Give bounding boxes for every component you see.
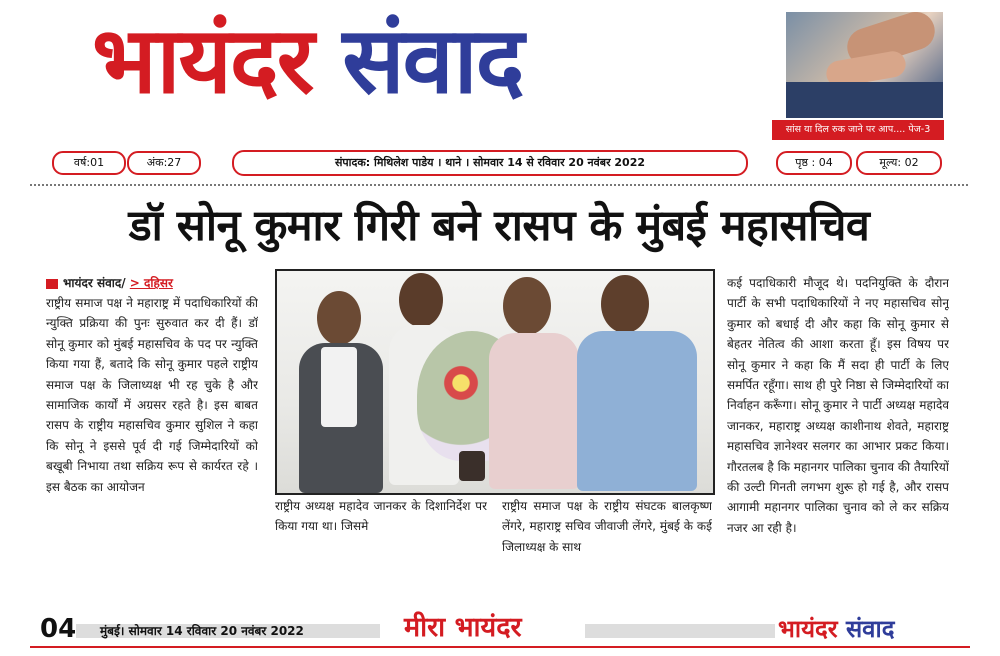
page-badge: पृष्ठ : 04 bbox=[776, 151, 852, 175]
footer-masthead-word-1: भायंदर bbox=[778, 615, 838, 643]
article-headline: डॉ सोनू कुमार गिरी बने रासप के मुंबई महासचिव bbox=[128, 201, 870, 251]
article-column-1: राष्ट्रीय समाज पक्ष ने महाराष्ट्र में पदाधिकारियों की न्युक्ति प्रक्रिया की पुनः सुरुवात कर दी हैं। डॉ सोनू कुमार को मुंबई महासचिव के पद पर न्युक्ति किया गया हैं, बतादे कि सोनू कुमार पहले राष्ट्रीय समाज पक्ष के जिलाध्यक्ष भी रह चुके है और सामाजिक कार्यों में अग्रसर रहते है। इस बाबत रासप के राष्ट्रीय महासचिव कुमार सुशिल ने कहा कि सोनू ने इससे पूर्व दी गई जिम्मेदारियों को बखूबी निभाया तथा सक्रिय रूप से कार्यरत रहे । इस बैठक का आयोजन bbox=[46, 296, 258, 494]
footer-page-number: 04 bbox=[40, 614, 77, 644]
promo-caption[interactable]: सांस या दिल रुक जाने पर आप.... पेज-3 bbox=[772, 120, 944, 140]
article-column-2: राष्ट्रीय अध्यक्ष महादेव जानकर के दिशानिर्देश पर किया गया था। जिसमे bbox=[275, 499, 487, 534]
masthead-word-2: संवाद bbox=[342, 7, 523, 114]
masthead-title bbox=[92, 2, 782, 120]
article-byline bbox=[46, 274, 173, 292]
article-photo[interactable] bbox=[275, 269, 715, 495]
article-column-4: कई पदाधिकारी मौजूद थे। पदनियुक्ति के दौरान पार्टी के सभी पदाधिकारियों ने नए महासचिव सोनू कुमार को बधाई दी और कहा कि सोनू कुमार से बेहतर नेतित्व की आशा करता हूँ। इस विषय पर सोनू कुमार ने कहा कि मैं सदा ही पार्टी के लिए समर्पित रहूँगा। साथ ही पुरे निष्ठा से जिम्मेदारियों का निर्वाहन करूँगा। सोनू कुमार ने पार्टी अध्यक्ष महादेव जानकर, महाराष्ट्र अध्यक्ष काशीनाथ शेवते, महाराष्ट्र महासचिव ज्ञानेश्वर सलगर का आभार प्रकट किया। गौरतलब है कि महानगर पालिका चुनाव की तैयारियों की उल्टी गिनती लगभग शुरू हो गई है, और रासप आगामी महानगर पालिका चुनाव को ले कर सक्रिय नजर आ रही है। bbox=[727, 276, 949, 535]
issue-badge: अंक:27 bbox=[127, 151, 201, 175]
article-column-3: राष्ट्रीय समाज पक्ष के राष्ट्रीय संघटक बालकृष्ण लेंगरे, महाराष्ट्र सचिव जीवाजी लेंगरे, मुंबई के कई जिलाध्यक्ष के साथ bbox=[502, 499, 712, 554]
masthead-word-1: भायंदर bbox=[92, 7, 313, 114]
promo-image[interactable] bbox=[786, 12, 943, 118]
footer-masthead-word-2: संवाद bbox=[845, 615, 895, 643]
footer-section-title: मीरा भायंदर bbox=[404, 612, 522, 643]
byline-source: भायंदर संवाद/ bbox=[63, 276, 126, 290]
promo-image-patient bbox=[786, 82, 943, 118]
byline-location: > दहिसर bbox=[129, 276, 173, 290]
footer-rule bbox=[30, 646, 970, 648]
byline-marker-icon bbox=[46, 279, 58, 289]
header-divider bbox=[30, 184, 968, 186]
editor-date-banner: संपादक: मिथिलेश पाडेय । थाने । सोमवार 14 से रविवार 20 नवंबर 2022 bbox=[232, 150, 748, 176]
footer-masthead bbox=[778, 612, 894, 646]
price-badge: मूल्य: 02 bbox=[856, 151, 942, 175]
footer-date: मुंबई। सोमवार 14 रविवार 20 नवंबर 2022 bbox=[100, 624, 304, 638]
footer-bar-right bbox=[585, 624, 775, 638]
year-badge: वर्ष:01 bbox=[52, 151, 126, 175]
